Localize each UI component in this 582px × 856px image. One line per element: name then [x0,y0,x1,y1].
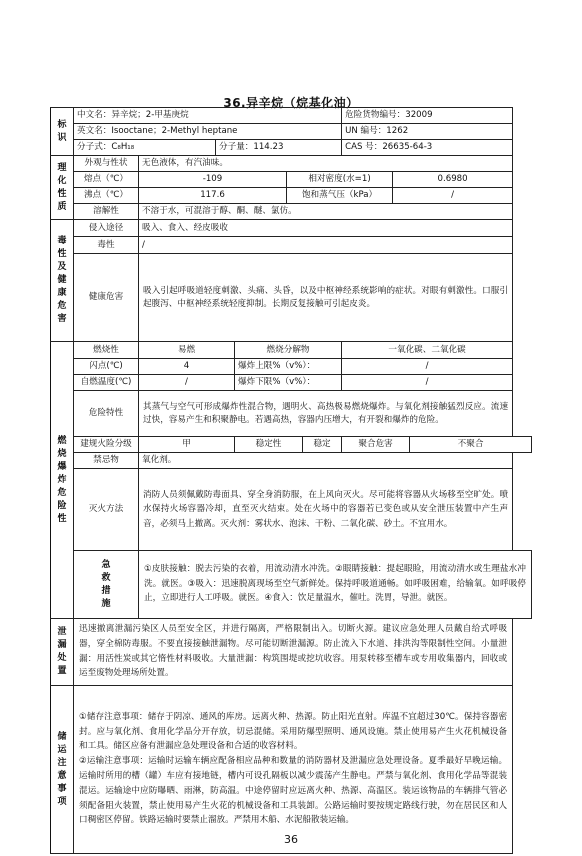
extinguish-value: 消防人员须佩戴防毒面具、穿全身消防服，在上风向灭火。尽可能将容器从火场移至空旷处。喷水保持火场容器冷却，直至灭火结束。处在火场中的容器若已变色或从安全泄压装置中产生声音，必须马上撤离。灭火剂：雾状水、泡沫、干粉、二氧化碳、砂土。不宜用水。 [139,469,513,551]
lower-value: / [342,375,513,391]
solubility-label: 溶解性 [74,204,139,220]
boiling-value: 117.6 [139,188,287,204]
melting-value: -109 [139,172,287,188]
polymer-value: 不聚合 [410,437,532,453]
products-value: 一氧化碳、二氧化碳 [342,342,513,359]
section-identification: 标 识 [51,108,74,156]
appearance-value: 无色液体，有汽油味。 [139,156,513,172]
hazard-label: 危险特性 [74,391,139,437]
cn-name: 中文名：异辛烷；2-甲基庚烷 [74,108,342,124]
density-value: 0.6980 [393,172,513,188]
storage-text-1: ①储存注意事项：储存于阴凉、通风的库房。远离火种、热源。防止阳光直射。库温不宜超过30℃。保持容器密封。应与氧化剂、食用化学品分开存放，切忌混储。采用防爆型照明、通风设施。禁止使用易产生火花机械设备和工具。储区应备有泄漏应急处理设备和合适的收容材料。 [79,711,508,752]
spill-text: 迅速撤离泄漏污染区人员至安全区，并进行隔离，严格限制出入。切断火源。建议应急处理人员戴自给式呼吸器，穿全棉防毒服。不要直接接触泄漏物。尽可能切断泄漏源。防止流入下水道、排洪沟等限制性空间。小量泄漏：用活性炭或其它惰性材料吸收。大量泄漏：构筑围堤或挖坑收容。用泵转移至槽车或专用收集器内，回收或运至废物处理场所处置。 [74,619,513,686]
hazard-value: 其蒸气与空气可形成爆炸性混合物，遇明火、高热极易燃烧爆炸。与氧化剂接触猛烈反应。流速过快，容易产生和积聚静电。若遇高热，容器内压增大，有开裂和爆炸的危险。 [139,391,513,437]
en-name: 英文名：Isooctane；2-Methyl heptane [74,124,342,140]
mol-weight: 分子量：114.23 [216,140,342,156]
products-label: 燃烧分解物 [235,342,342,359]
msds-table [50,107,532,854]
forbidden-value: 氧化剂。 [139,453,513,469]
autoign-value: / [139,375,235,391]
cas-number: CAS 号：26635-64-3 [342,140,513,156]
health-value: 吸入引起呼吸道轻度刺激、头痛、头昏，以及中枢神经系统影响的症状。对眼有刺激性。口服引起腹泻、中枢神经系统轻度抑制。长期反复接触可引起皮炎。 [139,254,513,342]
document-title: 36.异辛烷（烷基化油） [223,96,359,110]
section-firstaid: 急 救 措 施 [74,551,139,619]
flammability-value: 易燃 [139,342,235,359]
formula: 分子式：C₈H₁₈ [74,140,216,156]
section-toxicity: 毒 性 及 健 康 危 害 [51,220,74,342]
stability-value: 稳定 [303,437,342,453]
forbidden-label: 禁忌物 [74,453,139,469]
storage-cell [74,686,513,854]
firstaid-text: ①皮肤接触：脱去污染的衣着，用流动清水冲洗。②眼睛接触：提起眼睑，用流动清水或生理盐水冲洗。就医。③吸入：迅速脱离现场至空气新鲜处。保持呼吸道通畅。如呼吸困难，给输氧。如呼吸停止，立即进行人工呼吸。就医。④食入：饮足量温水，催吐。洗胃，导泄。就医。 [139,551,532,619]
stability-label: 稳定性 [235,437,303,453]
density-label: 相对密度(水=1) [287,172,393,188]
section-spill: 泄 漏 处 置 [51,619,74,686]
tox-label: 毒性 [74,237,139,254]
route-label: 侵入途径 [74,220,139,237]
dg-number: 危险货物编号：32009 [342,108,513,124]
storage-text-2: ②运输注意事项：运输时运输车辆应配备相应品种和数量的消防器材及泄漏应急处理设备。夏季最好早晚运输。运输时所用的槽（罐）车应有接地链，槽内可设孔隔板以减少震荡产生静电。严禁与氧化剂、食用化学品等混装混运。运输途中应防曝晒、雨淋，防高温。中途停留时应远离火种、热源、高温区。装运该物品的车辆排气管必须配备阻火装置，禁止使用易产生火花的机械设备和工具装卸。公路运输时要按规定路线行驶，勿在居民区和人口稠密区停留。铁路运输时要禁止溜放。严禁用木船、水泥船散装运输。 [79,756,508,826]
flash-value: 4 [139,359,235,375]
flammability-label: 燃烧性 [74,342,139,359]
page-number: 36 [284,833,298,846]
tox-value: / [139,237,513,254]
section-physchem: 理 化 性 质 [51,156,74,220]
appearance-label: 外观与性状 [74,156,139,172]
polymer-label: 聚合危害 [342,437,410,453]
un-number: UN 编号：1262 [342,124,513,140]
health-label: 健康危害 [74,254,139,342]
upper-label: 爆炸上限%（v%）： [235,359,342,375]
class-label: 建规火险分级 [74,437,139,453]
boiling-label: 沸点（℃） [74,188,139,204]
class-value: 甲 [139,437,235,453]
lower-label: 爆炸下限%（v%）： [235,375,342,391]
upper-value: / [342,359,513,375]
autoign-label: 自燃温度(℃) [74,375,139,391]
route-value: 吸入、食入、经皮吸收 [139,220,513,237]
solubility-value: 不溶于水，可混溶于醇、酮、醚、氯仿。 [139,204,513,220]
flash-label: 闪点(℃) [74,359,139,375]
section-storage: 储 运 注 意 事 项 [51,686,74,854]
vapor-value: / [393,188,513,204]
section-fire: 燃 烧 爆 炸 危 险 性 [51,342,74,619]
extinguish-label: 灭火方法 [74,469,139,551]
melting-label: 熔点（℃） [74,172,139,188]
vapor-label: 饱和蒸气压（kPa） [287,188,393,204]
